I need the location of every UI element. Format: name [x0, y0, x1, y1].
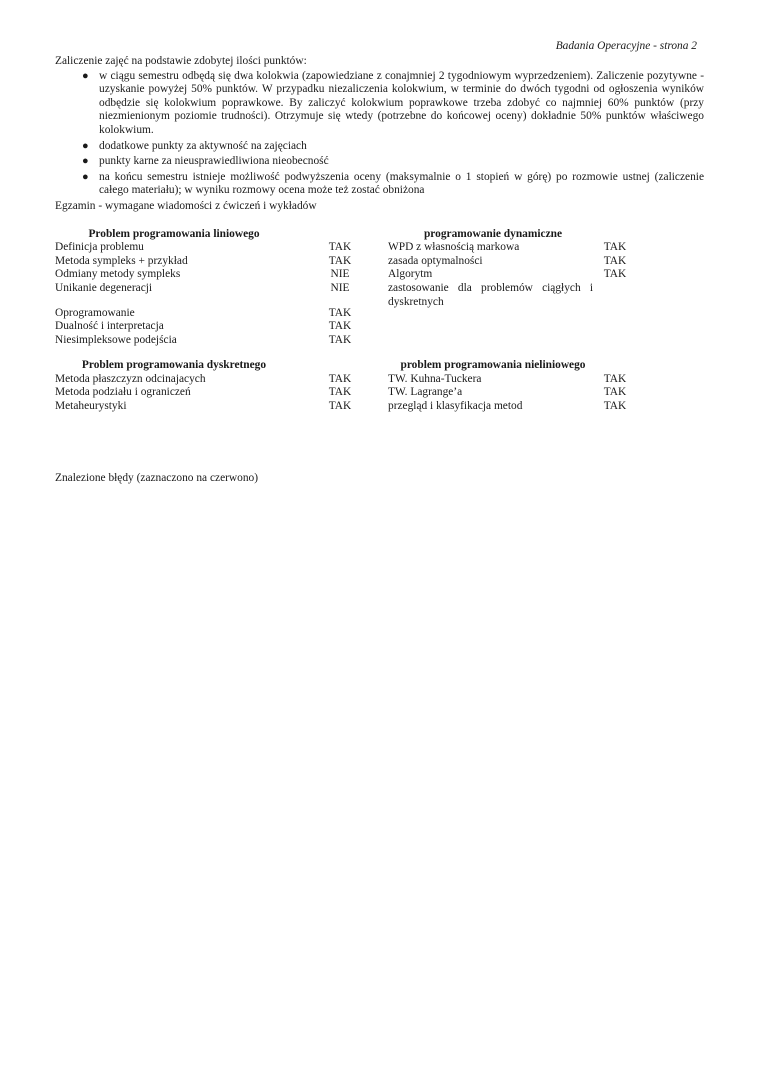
section-title: Problem programowania dyskretnego [81, 359, 267, 372]
list-item: ● dodatkowe punkty za aktywność na zajęciach [82, 139, 307, 152]
section-dynamic [388, 228, 710, 348]
section-title: problem programowania nieliniowego [400, 359, 586, 372]
table-row: Niesimpleksowe podejścia TAK [55, 333, 352, 346]
table-row: Metoda sympleks + przykład TAK [55, 254, 352, 267]
table-row: TW. Lagrange’a TAK [388, 386, 627, 399]
exam-line [55, 200, 710, 214]
section-linear [55, 228, 388, 348]
topics-grid [55, 228, 710, 426]
rules-list [55, 70, 710, 198]
exam-text: - wymagane wiadomości z ćwiczeń i wykładów [95, 199, 317, 212]
intro-text: Zaliczenie zajęć na podstawie zdobytej ilości punktów: [55, 55, 307, 67]
table-row: Definicja problemu TAK [55, 241, 352, 254]
table-row: Unikanie degeneracji NIE [55, 281, 350, 294]
bullet-icon: ● [82, 155, 89, 168]
table-row: Odmiany metody sympleks NIE [55, 268, 350, 281]
table-row: przegląd i klasyfikacja metod TAK [388, 400, 627, 413]
table-row: zasada optymalności TAK [388, 254, 627, 267]
table-row: Algorytm TAK [388, 268, 627, 281]
section-title: programowanie dynamiczne [423, 227, 563, 240]
table-row: Dualność i interpretacja TAK [55, 320, 352, 333]
table-row: WPD z własnością markowa TAK [388, 241, 627, 254]
list-item: ● punkty karne za nieusprawiedliwiona nieobecność [82, 155, 329, 168]
bullet-icon: ● [82, 170, 89, 183]
page-content [55, 55, 710, 497]
page-header: Badania Operacyjne - strona 2 [555, 40, 697, 52]
section-discrete [55, 359, 388, 413]
table-row: Metaheurystyki TAK [55, 400, 352, 413]
table-row: Metoda podziału i ograniczeń TAK [55, 386, 352, 399]
section-nonlinear [388, 359, 710, 413]
list-item: ● na końcu semestru istnieje możliwość podwyższenia oceny (maksymalnie o 1 stopień w górę) po rozmowie ustnej (zaliczenie całego materiału); w wyniku rozmowy ocena może też zostać obniżona [82, 170, 704, 197]
table-row: TW. Kuhna-Tuckera TAK [388, 372, 627, 385]
section-title: Problem programowania liniowego [88, 227, 260, 240]
bullet-icon: ● [82, 69, 89, 82]
exam-label: Egzamin [55, 199, 96, 212]
table-row: Metoda płaszczyzn odcinajacych TAK [55, 372, 352, 385]
row-spacer [55, 296, 388, 307]
errors-note: Znalezione błędy (zaznaczono na czerwono) [55, 471, 259, 484]
table-row: Oprogramowanie TAK [55, 306, 352, 319]
bullet-icon: ● [82, 139, 89, 152]
list-item: ● w ciągu semestru odbędą się dwa kolokwia (zapowiedziane z conajmniej 2 tygodniowym wyprzedzeniem). Zaliczenie pozytywne - uzyskanie powyżej 50% punktów. W przypadku niezaliczenia kolokwium, w terminie do dwóch tygodni od ogłoszenia wyników odbędzie się kolokwium poprawkowe. By zaliczyć kolokwium poprawkowe trzeba zdobyć co najmniej 60% punktów (przy niezmienionym poziomie trudności). Otrzymuje się wtedy (potrzebne do końcowej oceny) dokładnie 50% punktów właściwego kolokwium. [82, 69, 704, 136]
table-row: zastosowanie dla problemów ciągłych i dyskretnych [388, 281, 593, 308]
